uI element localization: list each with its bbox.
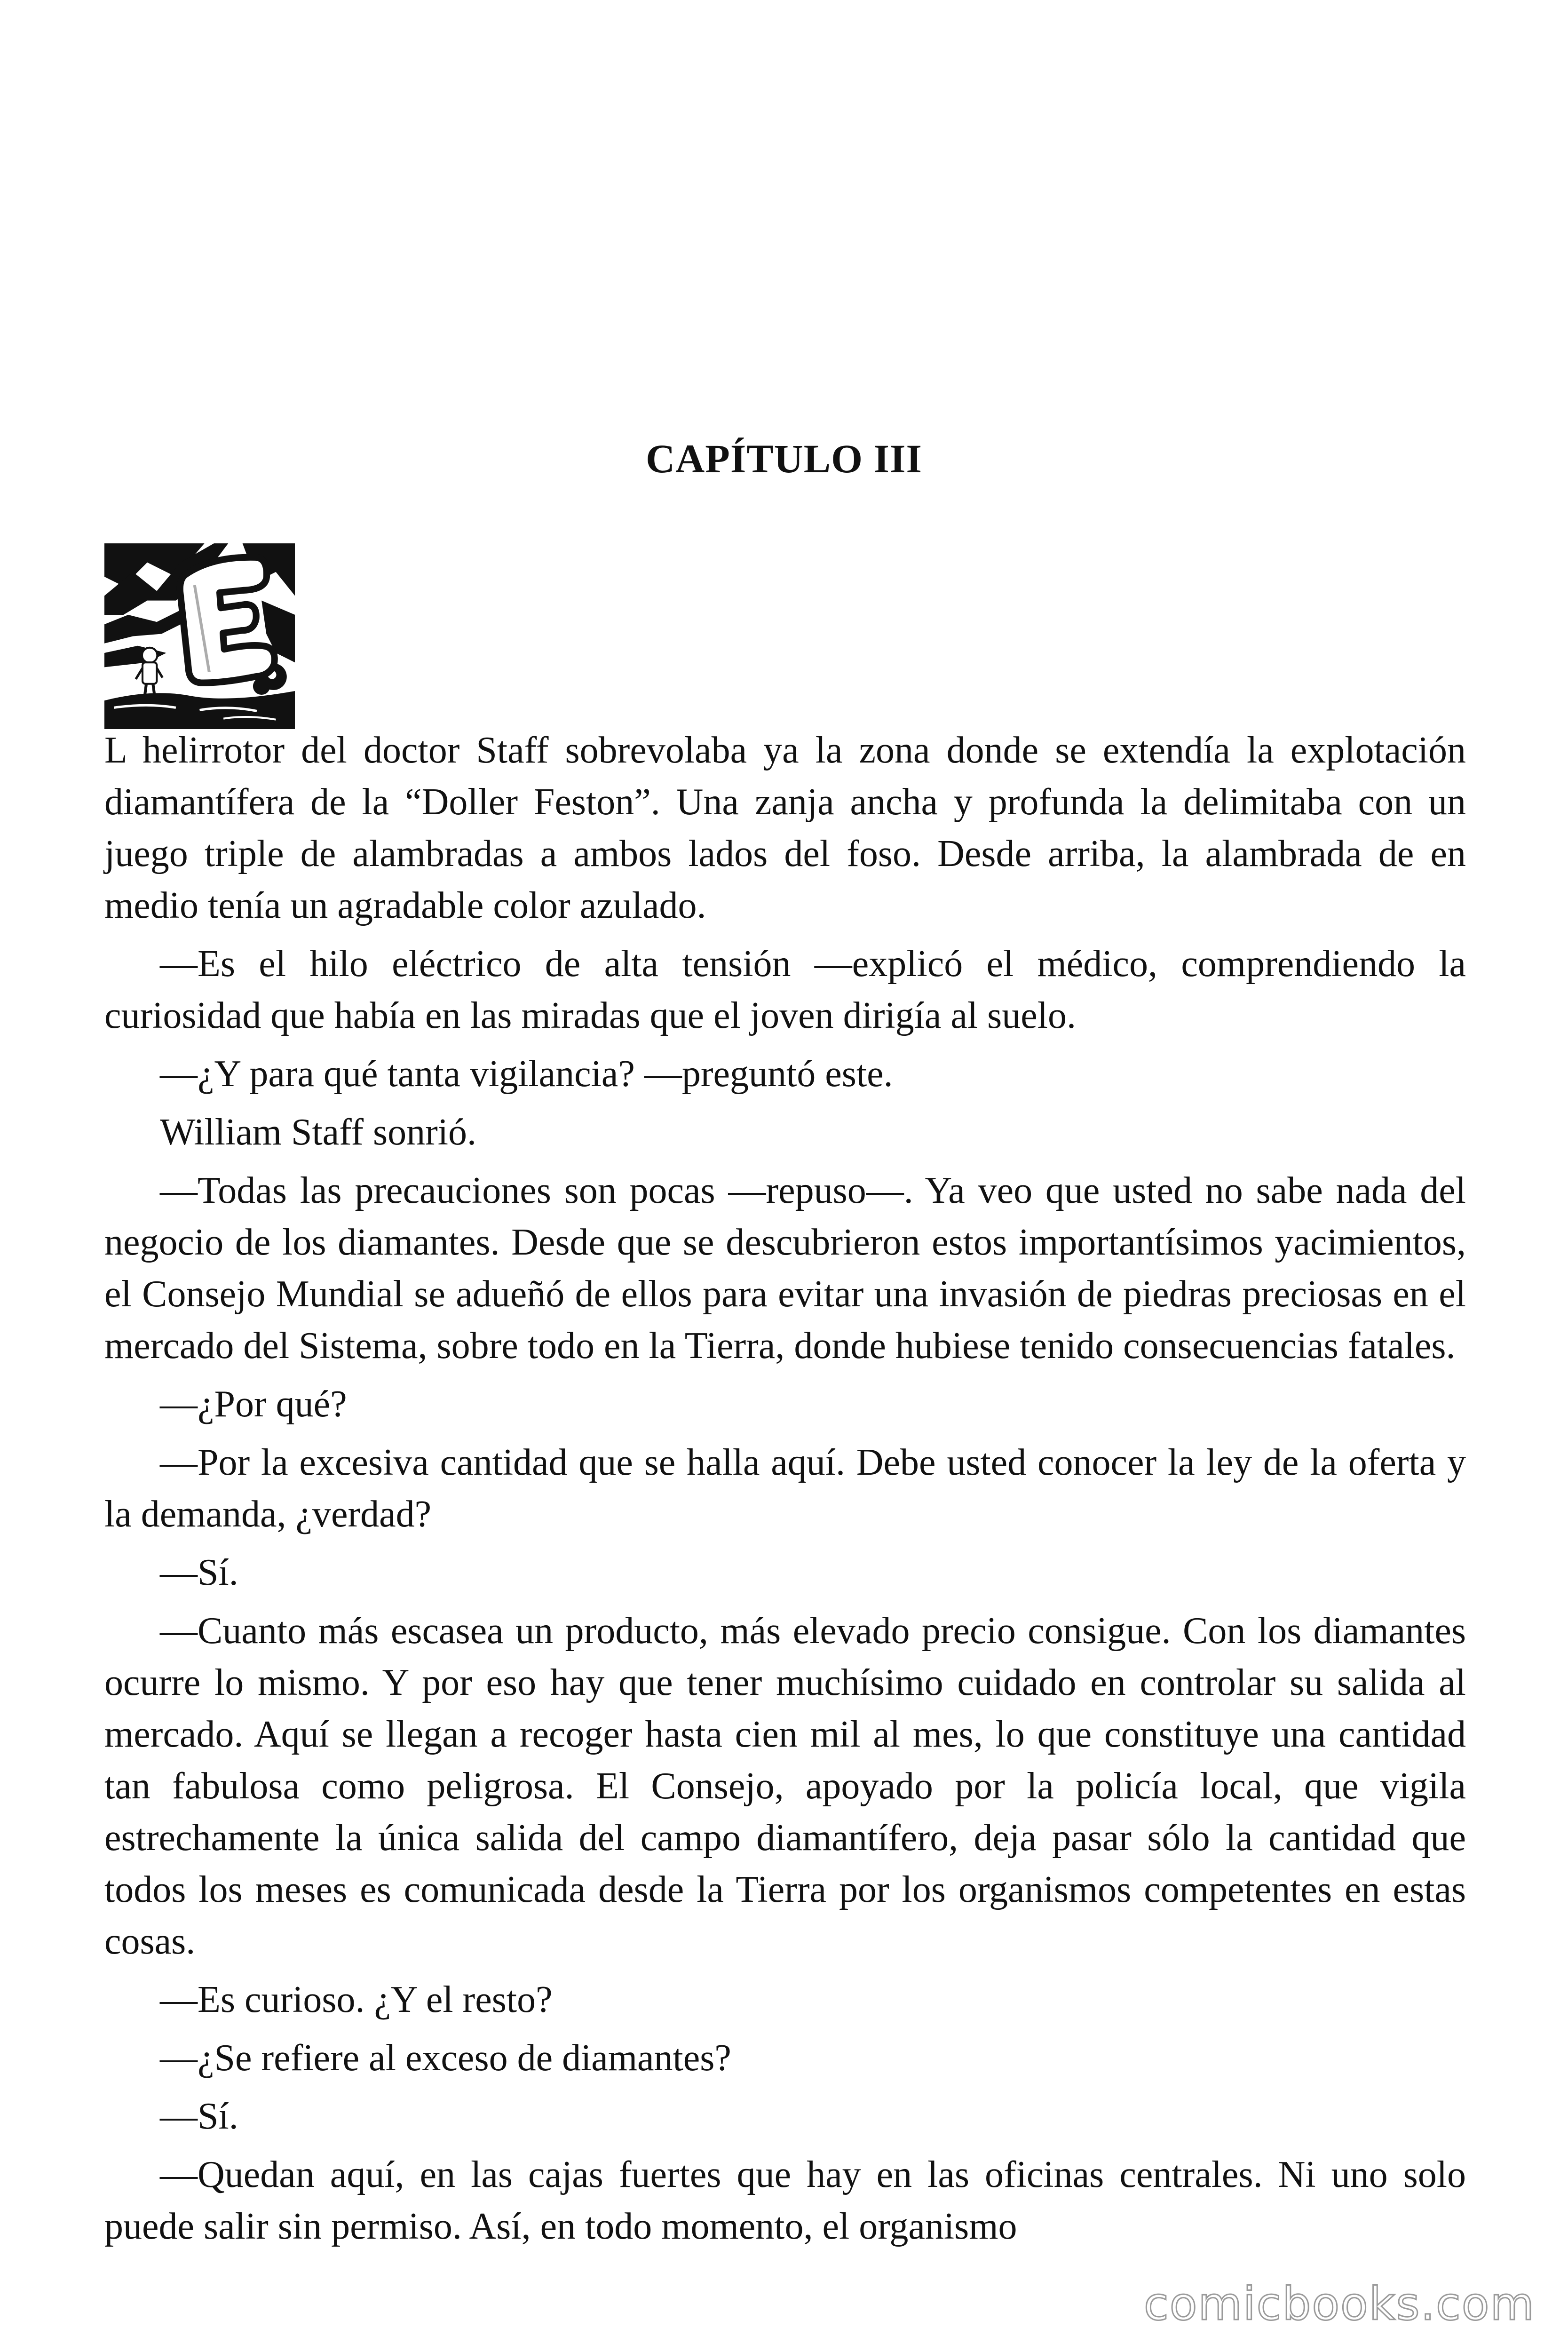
paragraph: —Sí. xyxy=(160,1552,238,1593)
paragraph: —Quedan aquí, en las cajas fuertes que hay en las oficinas centrales. Ni uno solo puede salir sin permiso. Así, en todo momento, el organismo xyxy=(104,2154,1466,2247)
illustrated-initial-icon xyxy=(104,543,295,729)
paragraph: —Por la excesiva cantidad que se halla aquí. Debe usted conocer la ley de la oferta y la demanda, ¿verdad? xyxy=(104,1442,1466,1535)
chapter-body xyxy=(104,724,1466,2259)
chapter-title: CAPÍTULO III xyxy=(646,436,922,481)
paragraph: William Staff sonrió. xyxy=(160,1112,477,1153)
paragraph: —Todas las precauciones son pocas —repuso—. Ya veo que usted no sabe nada del negocio de los diamantes. Desde que se descubrieron estos importantísimos yacimientos, el Consejo Mundial se adueñó de ellos para evitar una invasión de piedras preciosas en el mercado del Sistema, sobre todo en la Tierra, donde hubiese tenido consecuencias fatales. xyxy=(104,1170,1466,1367)
paragraph: —¿Por qué? xyxy=(160,1383,347,1425)
paragraph: —Es el hilo eléctrico de alta tensión —explicó el médico, comprendiendo la curiosidad que había en las miradas que el joven dirigía al suelo. xyxy=(104,943,1466,1036)
paragraph: —Sí. xyxy=(160,2096,238,2137)
paragraph: —¿Se refiere al exceso de diamantes? xyxy=(160,2037,731,2079)
paragraph: —Es curioso. ¿Y el resto? xyxy=(160,1979,553,2020)
paragraph: L helirrotor del doctor Staff sobrevolaba ya la zona donde se extendía la explotación diamantífera de la “Doller Feston”. Una zanja ancha y profunda la delimitaba con un juego triple de alambradas a ambos lados del foso. Desde arriba, la alambrada de en medio tenía un agradable color azulado. xyxy=(104,730,1466,926)
paragraph: —Cuanto más escasea un producto, más elevado precio consigue. Con los diamantes ocurre lo mismo. Y por eso hay que tener muchísimo cuidado en controlar su salida al mercado. Aquí se llegan a recoger hasta cien mil al mes, lo que constituye una cantidad tan fabulosa como peligrosa. El Consejo, apoyado por la policía local, que vigila estrechamente la única salida del campo diamantífero, deja pasar sólo la cantidad que todos los meses es comunicada desde la Tierra por los organismos competentes en estas cosas. xyxy=(104,1610,1466,1962)
watermark: comicbooks.com xyxy=(1143,2278,1535,2330)
paragraph: —¿Y para qué tanta vigilancia? —preguntó este. xyxy=(160,1053,893,1095)
